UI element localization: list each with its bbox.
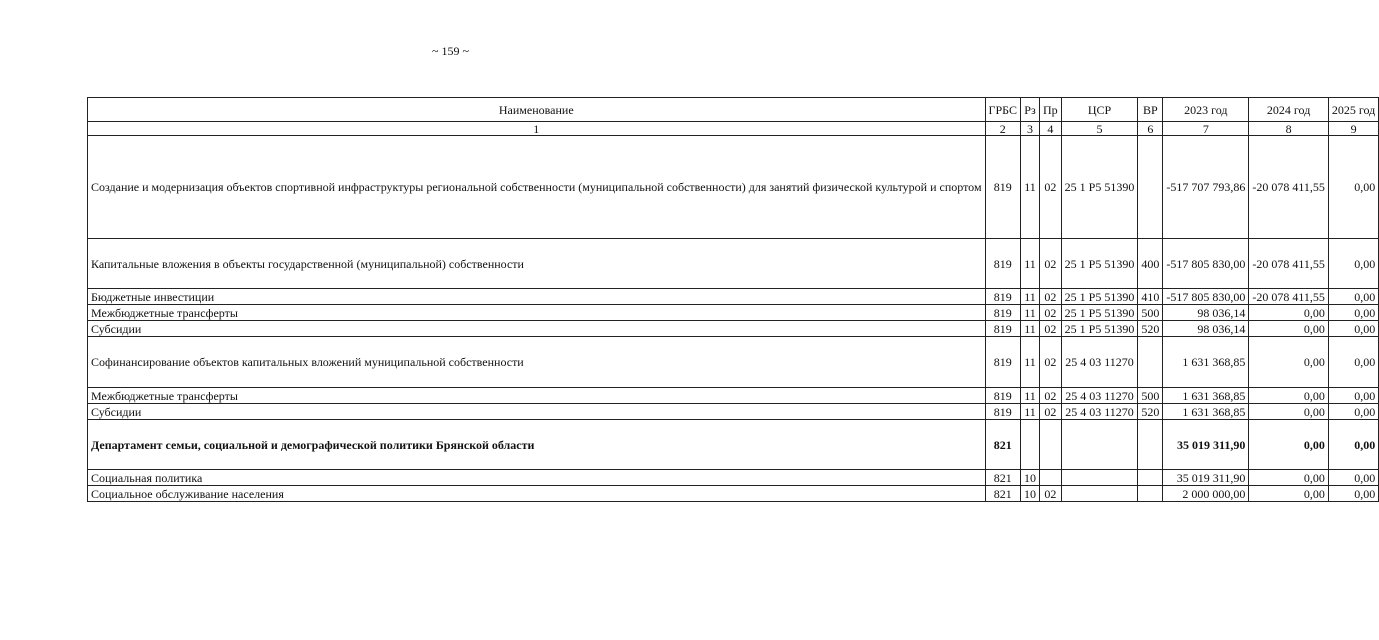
cell-name: Бюджетные инвестиции — [88, 289, 986, 305]
cell-pr: 02 — [1039, 289, 1061, 305]
table-row — [88, 420, 1379, 470]
cell-csr: 25 4 03 11270 — [1061, 388, 1138, 404]
cell-2023: 1 631 368,85 — [1163, 337, 1249, 388]
cell-2025: 0,00 — [1328, 321, 1378, 337]
cell-pr — [1039, 420, 1061, 470]
header-2024: 2024 год — [1249, 98, 1329, 122]
cell-2024: 0,00 — [1249, 404, 1329, 420]
table-row — [88, 321, 1379, 337]
cell-2023: 35 019 311,90 — [1163, 420, 1249, 470]
page-number: ~ 159 ~ — [432, 44, 469, 58]
header-grbs: ГРБС — [985, 98, 1020, 122]
column-number: 5 — [1061, 122, 1138, 136]
cell-pr — [1039, 470, 1061, 486]
table-row — [88, 305, 1379, 321]
cell-grbs: 819 — [985, 239, 1020, 289]
table-row — [88, 470, 1379, 486]
cell-vr: 410 — [1138, 289, 1163, 305]
column-number-row — [88, 122, 1379, 136]
cell-name: Межбюджетные трансферты — [88, 388, 986, 404]
cell-pr: 02 — [1039, 486, 1061, 502]
cell-pr: 02 — [1039, 404, 1061, 420]
cell-name: Капитальные вложения в объекты государственной (муниципальной) собственности — [88, 239, 986, 289]
cell-2023: -517 707 793,86 — [1163, 136, 1249, 239]
cell-name: Межбюджетные трансферты — [88, 305, 986, 321]
budget-table — [87, 97, 1379, 502]
cell-2025: 0,00 — [1328, 420, 1378, 470]
table-row — [88, 337, 1379, 388]
header-row — [88, 98, 1379, 122]
cell-csr — [1061, 470, 1138, 486]
cell-pr: 02 — [1039, 388, 1061, 404]
cell-vr: 500 — [1138, 305, 1163, 321]
cell-2023: -517 805 830,00 — [1163, 289, 1249, 305]
column-number: 3 — [1020, 122, 1039, 136]
cell-csr — [1061, 420, 1138, 470]
header-2023: 2023 год — [1163, 98, 1249, 122]
cell-rz: 10 — [1020, 470, 1039, 486]
cell-pr: 02 — [1039, 321, 1061, 337]
cell-vr — [1138, 470, 1163, 486]
cell-2025: 0,00 — [1328, 305, 1378, 321]
cell-2025: 0,00 — [1328, 239, 1378, 289]
cell-grbs: 819 — [985, 136, 1020, 239]
cell-grbs: 821 — [985, 470, 1020, 486]
header-pr: Пр — [1039, 98, 1061, 122]
cell-grbs: 821 — [985, 486, 1020, 502]
column-number: 4 — [1039, 122, 1061, 136]
cell-grbs: 819 — [985, 289, 1020, 305]
table-row — [88, 239, 1379, 289]
cell-grbs: 819 — [985, 305, 1020, 321]
cell-csr: 25 1 P5 51390 — [1061, 305, 1138, 321]
cell-rz: 11 — [1020, 337, 1039, 388]
cell-2025: 0,00 — [1328, 470, 1378, 486]
header-2025: 2025 год — [1328, 98, 1378, 122]
cell-grbs: 819 — [985, 404, 1020, 420]
cell-pr: 02 — [1039, 136, 1061, 239]
cell-vr: 400 — [1138, 239, 1163, 289]
column-number: 8 — [1249, 122, 1329, 136]
cell-vr: 500 — [1138, 388, 1163, 404]
cell-vr: 520 — [1138, 321, 1163, 337]
cell-name: Софинансирование объектов капитальных вложений муниципальной собственности — [88, 337, 986, 388]
cell-2024: -20 078 411,55 — [1249, 289, 1329, 305]
cell-rz: 11 — [1020, 305, 1039, 321]
cell-csr: 25 1 P5 51390 — [1061, 321, 1138, 337]
cell-2023: 1 631 368,85 — [1163, 388, 1249, 404]
cell-csr: 25 4 03 11270 — [1061, 404, 1138, 420]
cell-2023: 98 036,14 — [1163, 321, 1249, 337]
cell-csr — [1061, 486, 1138, 502]
cell-grbs: 819 — [985, 388, 1020, 404]
cell-2024: 0,00 — [1249, 305, 1329, 321]
cell-vr — [1138, 136, 1163, 239]
cell-name: Социальное обслуживание населения — [88, 486, 986, 502]
cell-2023: 2 000 000,00 — [1163, 486, 1249, 502]
cell-rz: 11 — [1020, 239, 1039, 289]
cell-name: Социальная политика — [88, 470, 986, 486]
cell-2024: 0,00 — [1249, 420, 1329, 470]
cell-rz: 11 — [1020, 388, 1039, 404]
cell-2025: 0,00 — [1328, 136, 1378, 239]
table-row — [88, 404, 1379, 420]
cell-csr: 25 1 P5 51390 — [1061, 239, 1138, 289]
column-number: 1 — [88, 122, 986, 136]
header-csr: ЦСР — [1061, 98, 1138, 122]
column-number: 7 — [1163, 122, 1249, 136]
cell-name: Субсидии — [88, 321, 986, 337]
column-number: 9 — [1328, 122, 1378, 136]
column-number: 2 — [985, 122, 1020, 136]
cell-grbs: 819 — [985, 337, 1020, 388]
cell-2024: 0,00 — [1249, 388, 1329, 404]
cell-rz: 10 — [1020, 486, 1039, 502]
column-number: 6 — [1138, 122, 1163, 136]
cell-2023: 35 019 311,90 — [1163, 470, 1249, 486]
cell-2025: 0,00 — [1328, 404, 1378, 420]
cell-2025: 0,00 — [1328, 337, 1378, 388]
table-row — [88, 289, 1379, 305]
cell-rz: 11 — [1020, 289, 1039, 305]
cell-2024: 0,00 — [1249, 470, 1329, 486]
cell-csr: 25 1 P5 51390 — [1061, 136, 1138, 239]
header-rz: Рз — [1020, 98, 1039, 122]
cell-name: Субсидии — [88, 404, 986, 420]
cell-2024: 0,00 — [1249, 486, 1329, 502]
cell-2023: -517 805 830,00 — [1163, 239, 1249, 289]
cell-rz: 11 — [1020, 136, 1039, 239]
cell-rz: 11 — [1020, 404, 1039, 420]
cell-2024: -20 078 411,55 — [1249, 136, 1329, 239]
cell-2024: 0,00 — [1249, 337, 1329, 388]
header-name: Наименование — [88, 98, 986, 122]
cell-rz — [1020, 420, 1039, 470]
cell-vr — [1138, 486, 1163, 502]
cell-2025: 0,00 — [1328, 486, 1378, 502]
cell-pr: 02 — [1039, 239, 1061, 289]
cell-rz: 11 — [1020, 321, 1039, 337]
cell-vr — [1138, 420, 1163, 470]
header-vr: ВР — [1138, 98, 1163, 122]
cell-vr: 520 — [1138, 404, 1163, 420]
cell-pr: 02 — [1039, 305, 1061, 321]
table-body — [88, 136, 1379, 502]
cell-2024: 0,00 — [1249, 321, 1329, 337]
table-row — [88, 136, 1379, 239]
cell-2023: 1 631 368,85 — [1163, 404, 1249, 420]
table-row — [88, 388, 1379, 404]
cell-csr: 25 1 P5 51390 — [1061, 289, 1138, 305]
cell-2024: -20 078 411,55 — [1249, 239, 1329, 289]
cell-2025: 0,00 — [1328, 388, 1378, 404]
cell-2025: 0,00 — [1328, 289, 1378, 305]
cell-name: Создание и модернизация объектов спортивной инфраструктуры региональной собственности (муниципальной собственности) для занятий физической культурой и спортом — [88, 136, 986, 239]
cell-name: Департамент семьи, социальной и демографической политики Брянской области — [88, 420, 986, 470]
table-row — [88, 486, 1379, 502]
cell-2023: 98 036,14 — [1163, 305, 1249, 321]
cell-grbs: 819 — [985, 321, 1020, 337]
cell-grbs: 821 — [985, 420, 1020, 470]
cell-vr — [1138, 337, 1163, 388]
cell-csr: 25 4 03 11270 — [1061, 337, 1138, 388]
cell-pr: 02 — [1039, 337, 1061, 388]
